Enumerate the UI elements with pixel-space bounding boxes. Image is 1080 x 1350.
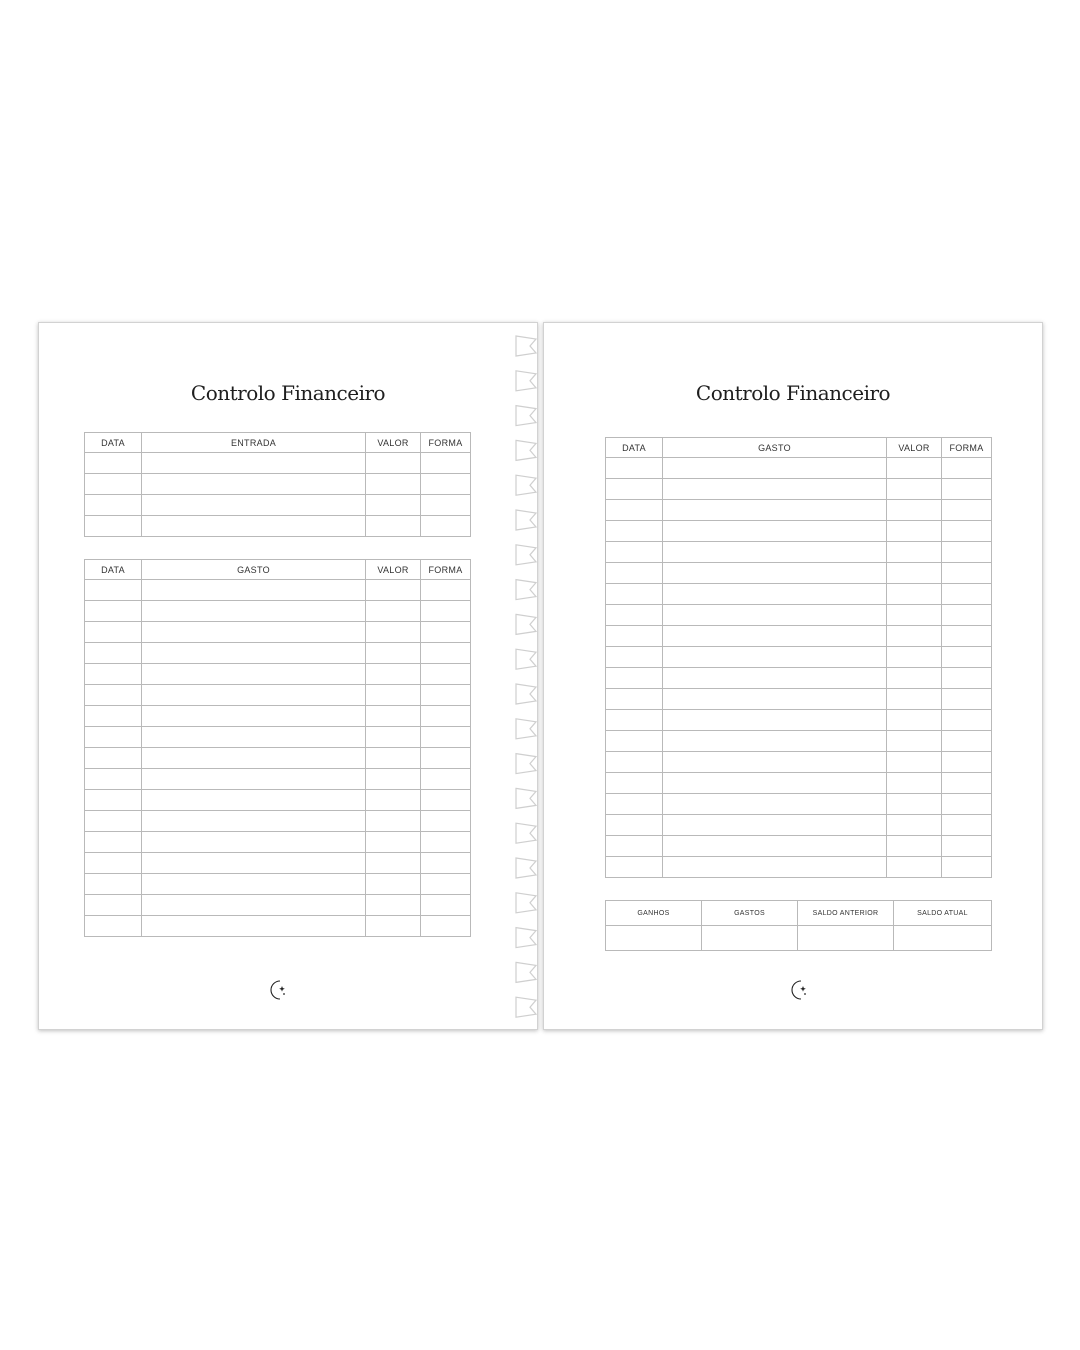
table-cell[interactable] [421,622,471,643]
table-cell[interactable] [606,584,663,605]
table-cell[interactable] [606,605,663,626]
summary-table [605,900,992,951]
table-cell[interactable] [421,727,471,748]
table-cell[interactable] [942,836,992,857]
table-row [606,647,992,668]
table-cell[interactable] [366,453,421,474]
table-cell[interactable] [663,731,887,752]
table-row [606,710,992,731]
table-cell[interactable] [942,626,992,647]
table-cell[interactable] [85,516,142,537]
table-cell[interactable] [887,668,942,689]
table-cell[interactable] [606,710,663,731]
table-cell[interactable] [366,916,421,937]
table-cell[interactable] [942,458,992,479]
table-row [85,580,471,601]
table-cell[interactable] [366,853,421,874]
table-cell[interactable] [663,647,887,668]
table-cell[interactable] [663,689,887,710]
table-cell[interactable] [142,622,366,643]
table-cell[interactable] [85,453,142,474]
table-row [85,601,471,622]
page-title: Controlo Financeiro [190,381,386,405]
table-cell[interactable] [85,664,142,685]
table-cell[interactable] [366,580,421,601]
table-cell[interactable] [606,926,702,951]
table-cell[interactable] [142,580,366,601]
table-row [606,605,992,626]
table-cell[interactable] [421,706,471,727]
col-header-valor: VALOR [366,433,421,453]
table-row [606,542,992,563]
spiral-coil [516,371,536,391]
table-cell[interactable] [142,769,366,790]
table-cell[interactable] [366,727,421,748]
table-cell[interactable] [366,643,421,664]
table-cell[interactable] [887,731,942,752]
table-cell[interactable] [142,727,366,748]
spiral-coil [516,719,536,739]
table-cell[interactable] [142,664,366,685]
table-row [606,668,992,689]
table-row [606,521,992,542]
spiral-coil [516,962,536,982]
table-cell[interactable] [142,811,366,832]
table-cell[interactable] [887,584,942,605]
table-cell[interactable] [85,832,142,853]
expense-table [605,437,992,878]
table-cell[interactable] [85,474,142,495]
table-row [85,832,471,853]
table-cell[interactable] [663,584,887,605]
table-cell[interactable] [421,601,471,622]
table-cell[interactable] [142,916,366,937]
table-cell[interactable] [142,495,366,516]
table-cell[interactable] [887,689,942,710]
table-cell[interactable] [887,836,942,857]
spiral-coil [516,754,536,774]
table-cell[interactable] [85,643,142,664]
table-cell[interactable] [142,748,366,769]
table-cell[interactable] [942,500,992,521]
spiral-coil [516,545,536,565]
table-cell[interactable] [606,479,663,500]
table-cell[interactable] [887,458,942,479]
table-cell[interactable] [942,773,992,794]
left-page [38,322,538,1030]
table-cell[interactable] [366,769,421,790]
col-header-entrada: ENTRADA [142,433,366,453]
table-cell[interactable] [421,832,471,853]
table-row [85,874,471,895]
col-header-ganhos: GANHOS [606,901,702,926]
table-cell[interactable] [85,748,142,769]
table-cell[interactable] [366,495,421,516]
table-row [85,895,471,916]
table-cell[interactable] [366,601,421,622]
table-cell[interactable] [421,453,471,474]
table-row [606,815,992,836]
spiral-coil [516,823,536,843]
table-row [85,516,471,537]
table-cell[interactable] [366,790,421,811]
table-cell[interactable] [606,836,663,857]
table-cell[interactable] [85,895,142,916]
table-cell[interactable] [366,474,421,495]
table-cell[interactable] [142,706,366,727]
table-row [85,748,471,769]
table-cell[interactable] [366,811,421,832]
table-cell[interactable] [887,815,942,836]
spiral-coil [516,475,536,495]
table-cell[interactable] [85,916,142,937]
table-cell[interactable] [887,752,942,773]
spiral-coil [516,858,536,878]
table-cell[interactable] [421,895,471,916]
table-row [85,853,471,874]
table-cell[interactable] [606,815,663,836]
table-cell[interactable] [942,605,992,626]
spiral-coil [516,510,536,530]
table-cell[interactable] [663,857,887,878]
table-cell[interactable] [942,794,992,815]
table-cell[interactable] [942,479,992,500]
table-cell[interactable] [663,542,887,563]
table-cell[interactable] [663,479,887,500]
table-cell[interactable] [942,542,992,563]
table-cell[interactable] [663,626,887,647]
table-row [606,689,992,710]
table-cell[interactable] [142,790,366,811]
table-row [606,458,992,479]
table-cell[interactable] [606,521,663,542]
right-page [543,322,1043,1030]
table-cell[interactable] [663,752,887,773]
table-cell[interactable] [606,668,663,689]
table-cell[interactable] [85,874,142,895]
moon-star-logo-icon [263,977,289,1003]
table-cell[interactable] [142,832,366,853]
table-row [606,836,992,857]
table-row [85,495,471,516]
table-cell[interactable] [421,685,471,706]
col-header-gasto: GASTO [663,438,887,458]
table-cell[interactable] [421,474,471,495]
table-cell[interactable] [142,601,366,622]
table-cell[interactable] [887,542,942,563]
spiral-coil [516,649,536,669]
table-cell[interactable] [85,601,142,622]
table-cell[interactable] [887,794,942,815]
table-cell[interactable] [887,626,942,647]
table-cell[interactable] [887,857,942,878]
table-cell[interactable] [142,474,366,495]
table-cell[interactable] [894,926,992,951]
table-cell[interactable] [663,815,887,836]
table-cell[interactable] [142,453,366,474]
table-row [85,790,471,811]
table-row [85,727,471,748]
table-cell[interactable] [887,563,942,584]
table-row [606,926,992,951]
table-cell[interactable] [606,731,663,752]
table-cell[interactable] [85,853,142,874]
table-cell[interactable] [942,710,992,731]
table-row [85,474,471,495]
table-cell[interactable] [663,500,887,521]
table-row [606,626,992,647]
table-cell[interactable] [142,895,366,916]
table-cell[interactable] [421,853,471,874]
table-cell[interactable] [887,773,942,794]
spiral-coil [516,580,536,600]
table-row [606,584,992,605]
table-cell[interactable] [606,563,663,584]
table-cell[interactable] [887,647,942,668]
table-cell[interactable] [942,563,992,584]
table-cell[interactable] [663,773,887,794]
col-header-forma: FORMA [421,433,471,453]
table-cell[interactable] [142,853,366,874]
table-cell[interactable] [142,874,366,895]
table-cell[interactable] [887,521,942,542]
table-cell[interactable] [887,500,942,521]
table-row [606,731,992,752]
table-cell[interactable] [366,874,421,895]
table-row [85,916,471,937]
table-row [606,857,992,878]
table-cell[interactable] [85,790,142,811]
spiral-coil [516,928,536,948]
table-cell[interactable] [606,458,663,479]
table-cell[interactable] [142,516,366,537]
table-cell[interactable] [366,706,421,727]
table-cell[interactable] [606,773,663,794]
table-cell[interactable] [366,664,421,685]
moon-star-logo-icon [784,977,810,1003]
table-cell[interactable] [798,926,894,951]
table-cell[interactable] [421,580,471,601]
table-cell[interactable] [421,916,471,937]
col-header-forma: FORMA [421,560,471,580]
col-header-data: DATA [85,560,142,580]
table-cell[interactable] [663,668,887,689]
spiral-coil [516,614,536,634]
table-cell[interactable] [421,748,471,769]
expense-table [84,559,471,937]
table-cell[interactable] [606,857,663,878]
table-cell[interactable] [421,495,471,516]
table-cell[interactable] [606,752,663,773]
table-cell[interactable] [421,516,471,537]
table-cell[interactable] [887,710,942,731]
table-cell[interactable] [942,815,992,836]
table-cell[interactable] [85,706,142,727]
table-row [606,500,992,521]
table-cell[interactable] [663,521,887,542]
table-row [85,622,471,643]
spiral-coil [516,684,536,704]
table-cell[interactable] [702,926,798,951]
col-header-data: DATA [606,438,663,458]
table-row [606,794,992,815]
spiral-coil [516,893,536,913]
table-row [85,706,471,727]
col-header-saldo-anterior: SALDO ANTERIOR [798,901,894,926]
table-cell[interactable] [606,794,663,815]
spiral-coil [516,336,536,356]
table-cell[interactable] [942,521,992,542]
table-row [606,773,992,794]
table-cell[interactable] [606,626,663,647]
table-cell[interactable] [421,664,471,685]
table-cell[interactable] [942,689,992,710]
table-cell[interactable] [606,500,663,521]
spiral-coil [516,997,536,1017]
table-row [85,664,471,685]
col-header-valor: VALOR [366,560,421,580]
table-cell[interactable] [366,895,421,916]
table-row [606,563,992,584]
table-cell[interactable] [366,748,421,769]
table-cell[interactable] [85,769,142,790]
table-cell[interactable] [366,685,421,706]
table-cell[interactable] [85,685,142,706]
table-cell[interactable] [887,605,942,626]
col-header-forma: FORMA [942,438,992,458]
table-cell[interactable] [942,584,992,605]
table-cell[interactable] [606,647,663,668]
table-cell[interactable] [85,495,142,516]
table-cell[interactable] [421,769,471,790]
table-cell[interactable] [85,622,142,643]
table-cell[interactable] [942,647,992,668]
table-cell[interactable] [366,832,421,853]
table-cell[interactable] [366,622,421,643]
table-cell[interactable] [421,643,471,664]
table-cell[interactable] [85,727,142,748]
table-cell[interactable] [142,685,366,706]
table-cell[interactable] [942,731,992,752]
col-header-valor: VALOR [887,438,942,458]
table-row [606,752,992,773]
table-cell[interactable] [421,790,471,811]
spiral-coil [516,440,536,460]
table-cell[interactable] [142,643,366,664]
table-cell[interactable] [85,580,142,601]
table-cell[interactable] [663,836,887,857]
col-header-saldo-atual: SALDO ATUAL [894,901,992,926]
table-cell[interactable] [942,857,992,878]
table-row [85,769,471,790]
page-title: Controlo Financeiro [695,381,891,405]
table-cell[interactable] [421,874,471,895]
table-row [85,643,471,664]
table-cell[interactable] [942,668,992,689]
table-cell[interactable] [85,811,142,832]
table-row [85,811,471,832]
income-table [84,432,471,537]
col-header-gasto: GASTO [142,560,366,580]
col-header-gastos: GASTOS [702,901,798,926]
table-cell[interactable] [606,542,663,563]
table-row [606,479,992,500]
table-cell[interactable] [942,752,992,773]
table-cell[interactable] [663,710,887,731]
table-row [85,453,471,474]
table-cell[interactable] [366,516,421,537]
table-row [85,685,471,706]
spiral-coil [516,406,536,426]
table-cell[interactable] [663,458,887,479]
table-cell[interactable] [421,811,471,832]
table-cell[interactable] [663,794,887,815]
spiral-coil [516,788,536,808]
table-cell[interactable] [606,689,663,710]
col-header-data: DATA [85,433,142,453]
table-cell[interactable] [663,563,887,584]
table-cell[interactable] [663,605,887,626]
table-cell[interactable] [887,479,942,500]
